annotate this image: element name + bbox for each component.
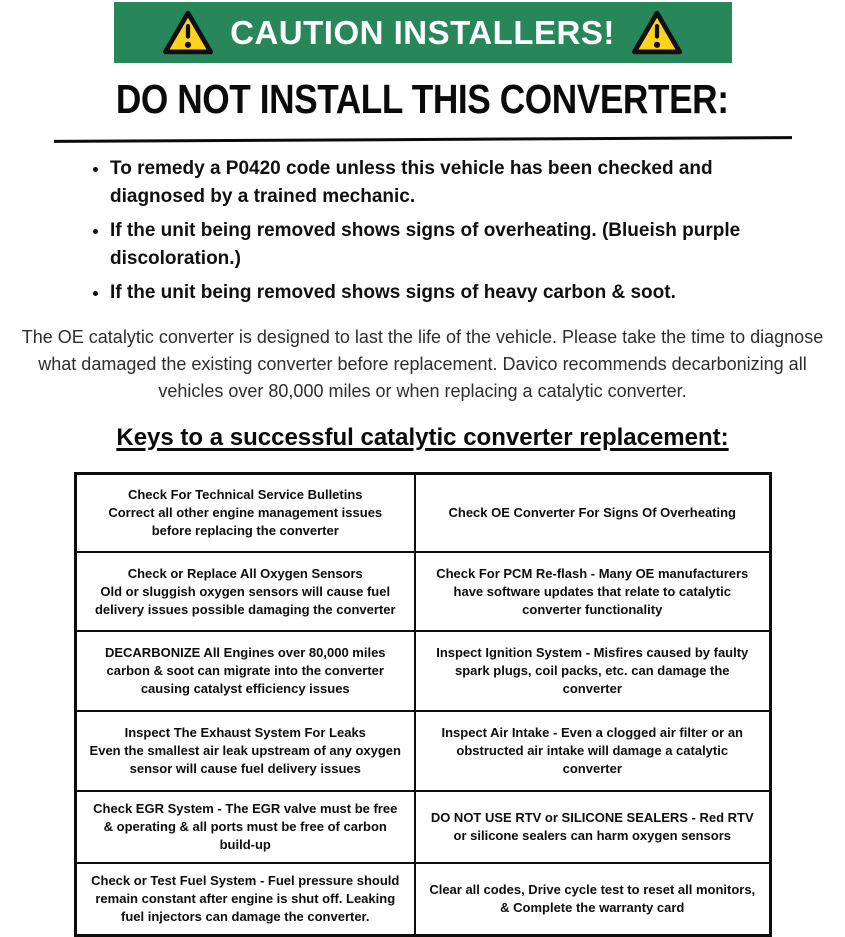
table-cell [75, 863, 415, 935]
table-cell [415, 631, 770, 711]
cell-line: Inspect Ignition System - Misfires caused by faulty spark plugs, coil packs, etc. can damage the converter [436, 645, 749, 697]
cell-line: Old or sluggish oxygen sensors will cause fuel delivery issues possible damaging the converter [94, 583, 396, 617]
warning-triangle-icon [162, 9, 214, 56]
table-row [75, 552, 770, 631]
cell-line: Check OE Converter For Signs Of Overheating [448, 505, 736, 521]
list-item: • If the unit being removed shows signs of overheating. (Blueish purple discoloration.) [110, 217, 770, 272]
headline [0, 76, 845, 123]
cell-line: Check EGR System - The EGR valve must be free & operating & all ports must be free of carbon build-up [93, 801, 398, 853]
cell-line: Even the smallest air leak upstream of any oxygen sensor will cause fuel delivery issues [89, 743, 401, 777]
table-cell [75, 711, 415, 791]
keys-heading: Keys to a successful catalytic converter replacement: [116, 423, 729, 451]
cell-line: Check For Technical Service Bulletins [127, 487, 363, 503]
table-cell [75, 552, 415, 631]
cell-line: Check or Test Fuel System - Fuel pressure should remain constant after engine is shut off. Leaking fuel injectors can damage the converter. [91, 873, 400, 924]
table-cell [415, 791, 770, 863]
cell-line: Correct all other engine management issues before replacing the converter [108, 505, 383, 538]
cell-line: Clear all codes, Drive cycle test to reset all monitors, & Complete the warranty card [429, 882, 756, 915]
table-cell [75, 791, 415, 863]
cell-line: Inspect The Exhaust System For Leaks [124, 725, 366, 741]
list-item: • To remedy a P0420 code unless this vehicle has been checked and diagnosed by a trained mechanic. [110, 155, 770, 210]
table-cell [415, 863, 770, 935]
keys-table [74, 472, 772, 937]
table-cell [75, 473, 415, 552]
list-item: • If the unit being removed shows signs of heavy carbon & soot. [110, 279, 770, 307]
table-cell [415, 473, 770, 552]
divider-line [53, 136, 791, 143]
table-cell [415, 711, 770, 791]
cell-line: Inspect Air Intake - Even a clogged air filter or an obstructed air intake will damage a catalytic converter [441, 725, 743, 777]
table-cell [75, 631, 415, 711]
table-row [75, 863, 770, 935]
banner-title: CAUTION INSTALLERS! [230, 13, 615, 51]
table-row [75, 711, 770, 791]
caution-banner [114, 2, 732, 63]
table-row [75, 631, 770, 711]
warning-triangle-icon [631, 9, 683, 56]
table-row [75, 473, 770, 552]
headline-text: DO NOT INSTALL THIS CONVERTER: [116, 76, 729, 122]
table-cell [415, 552, 770, 631]
caution-flyer [0, 2, 845, 924]
warning-list [88, 155, 770, 307]
cell-line: DO NOT USE RTV or SILICONE SEALERS - Red RTV or silicone sealers can harm oxygen sensors [430, 810, 754, 844]
info-paragraph: The OE catalytic converter is designed to last the life of the vehicle. Please take the time to diagnose what damaged the existing converter before replacement. Davico recommends decarbonizing all vehicles over 80,000 miles or when replacing a catalytic converter. [21, 326, 824, 401]
table-row [75, 791, 770, 863]
cell-line: DECARBONIZE All Engines over 80,000 miles carbon & soot can migrate into the converter causing catalyst efficiency issues [104, 645, 386, 697]
cell-line: Check or Replace All Oxygen Sensors [127, 565, 363, 581]
cell-line: Check For PCM Re-flash - Many OE manufacturers have software updates that relate to catalytic converter functionality [436, 565, 749, 617]
